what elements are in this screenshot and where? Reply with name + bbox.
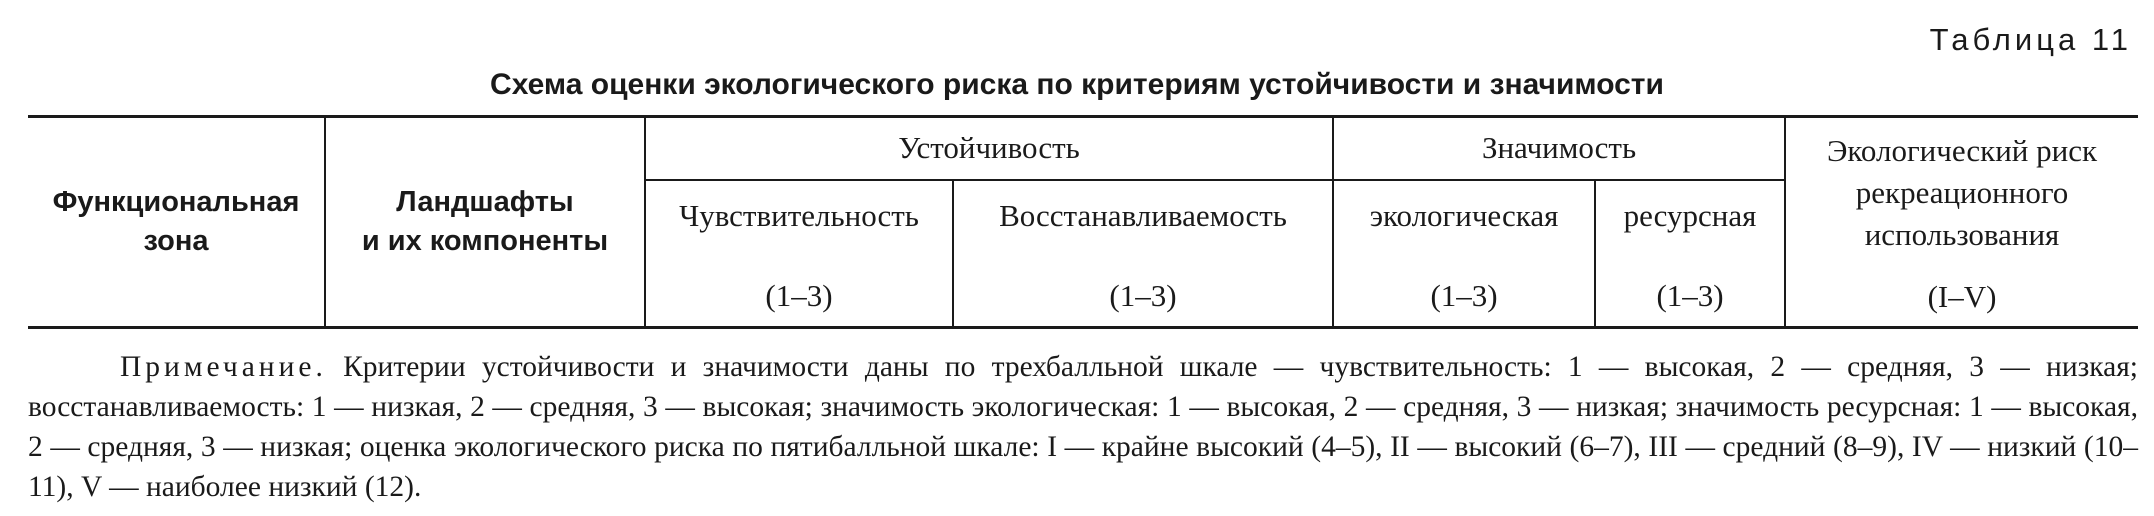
table-title: Схема оценки экологического риска по критериям устойчивости и значимости [490, 68, 1664, 101]
header-significance: Значимость [1333, 117, 1785, 180]
header-sensitivity-scale: (1–3) [765, 278, 833, 314]
header-recoverability [953, 180, 1333, 328]
header-recoverability-scale: (1–3) [1109, 278, 1177, 314]
header-resource-scale: (1–3) [1656, 278, 1724, 314]
header-functional-zone: Функциональная зона [28, 117, 325, 328]
header-landscapes-line2: и их компоненты [361, 225, 609, 257]
header-ecological-scale: (1–3) [1430, 278, 1498, 314]
header-ecological-risk [1785, 117, 2138, 328]
header-ecological [1333, 180, 1595, 328]
header-risk-scale: (I–V) [1927, 279, 1997, 315]
note-text: Критерии устойчивости и значимости даны по трехбалльной шкале — чувствительность: 1 — высокая, 2 — средняя, 3 — низкая; восстанавливаемость: 1 — низкая, 2 — средняя, 3 — высокая; значимость экологическая: 1 — высокая, 2 — средняя, 3 — низкая; значимость ресурсная: 1 — высокая, 2 — средняя, 3 — низкая; оценка экологического риска по пятибалльной шкале: I — крайне высокий (4–5), II — высокий (6–7), III — средний (8–9), IV — низкий (10–11), V — наиболее низкий (12). [28, 351, 2139, 503]
header-sensitivity-label: Чувствительность [679, 198, 919, 234]
table-number: Таблица 11 [1929, 22, 2132, 57]
header-risk-line2: рекреационного [1855, 174, 2069, 210]
note-label: Примечание. [120, 351, 327, 383]
header-resource [1595, 180, 1785, 328]
header-recoverability-label: Восстанавливаемость [999, 198, 1287, 234]
header-landscapes-line1: Ландшафты [396, 185, 574, 218]
table-note [28, 347, 2138, 507]
header-risk-line1: Экологический риск [1826, 133, 2098, 168]
risk-assessment-table [28, 115, 2138, 329]
header-risk-line3: использования [1864, 216, 2060, 252]
header-stability: Устойчивость [645, 117, 1333, 180]
header-ecological-label: экологическая [1369, 198, 1559, 234]
header-landscapes [325, 117, 645, 328]
header-sensitivity [645, 180, 953, 328]
header-resource-label: ресурсная [1623, 198, 1757, 234]
